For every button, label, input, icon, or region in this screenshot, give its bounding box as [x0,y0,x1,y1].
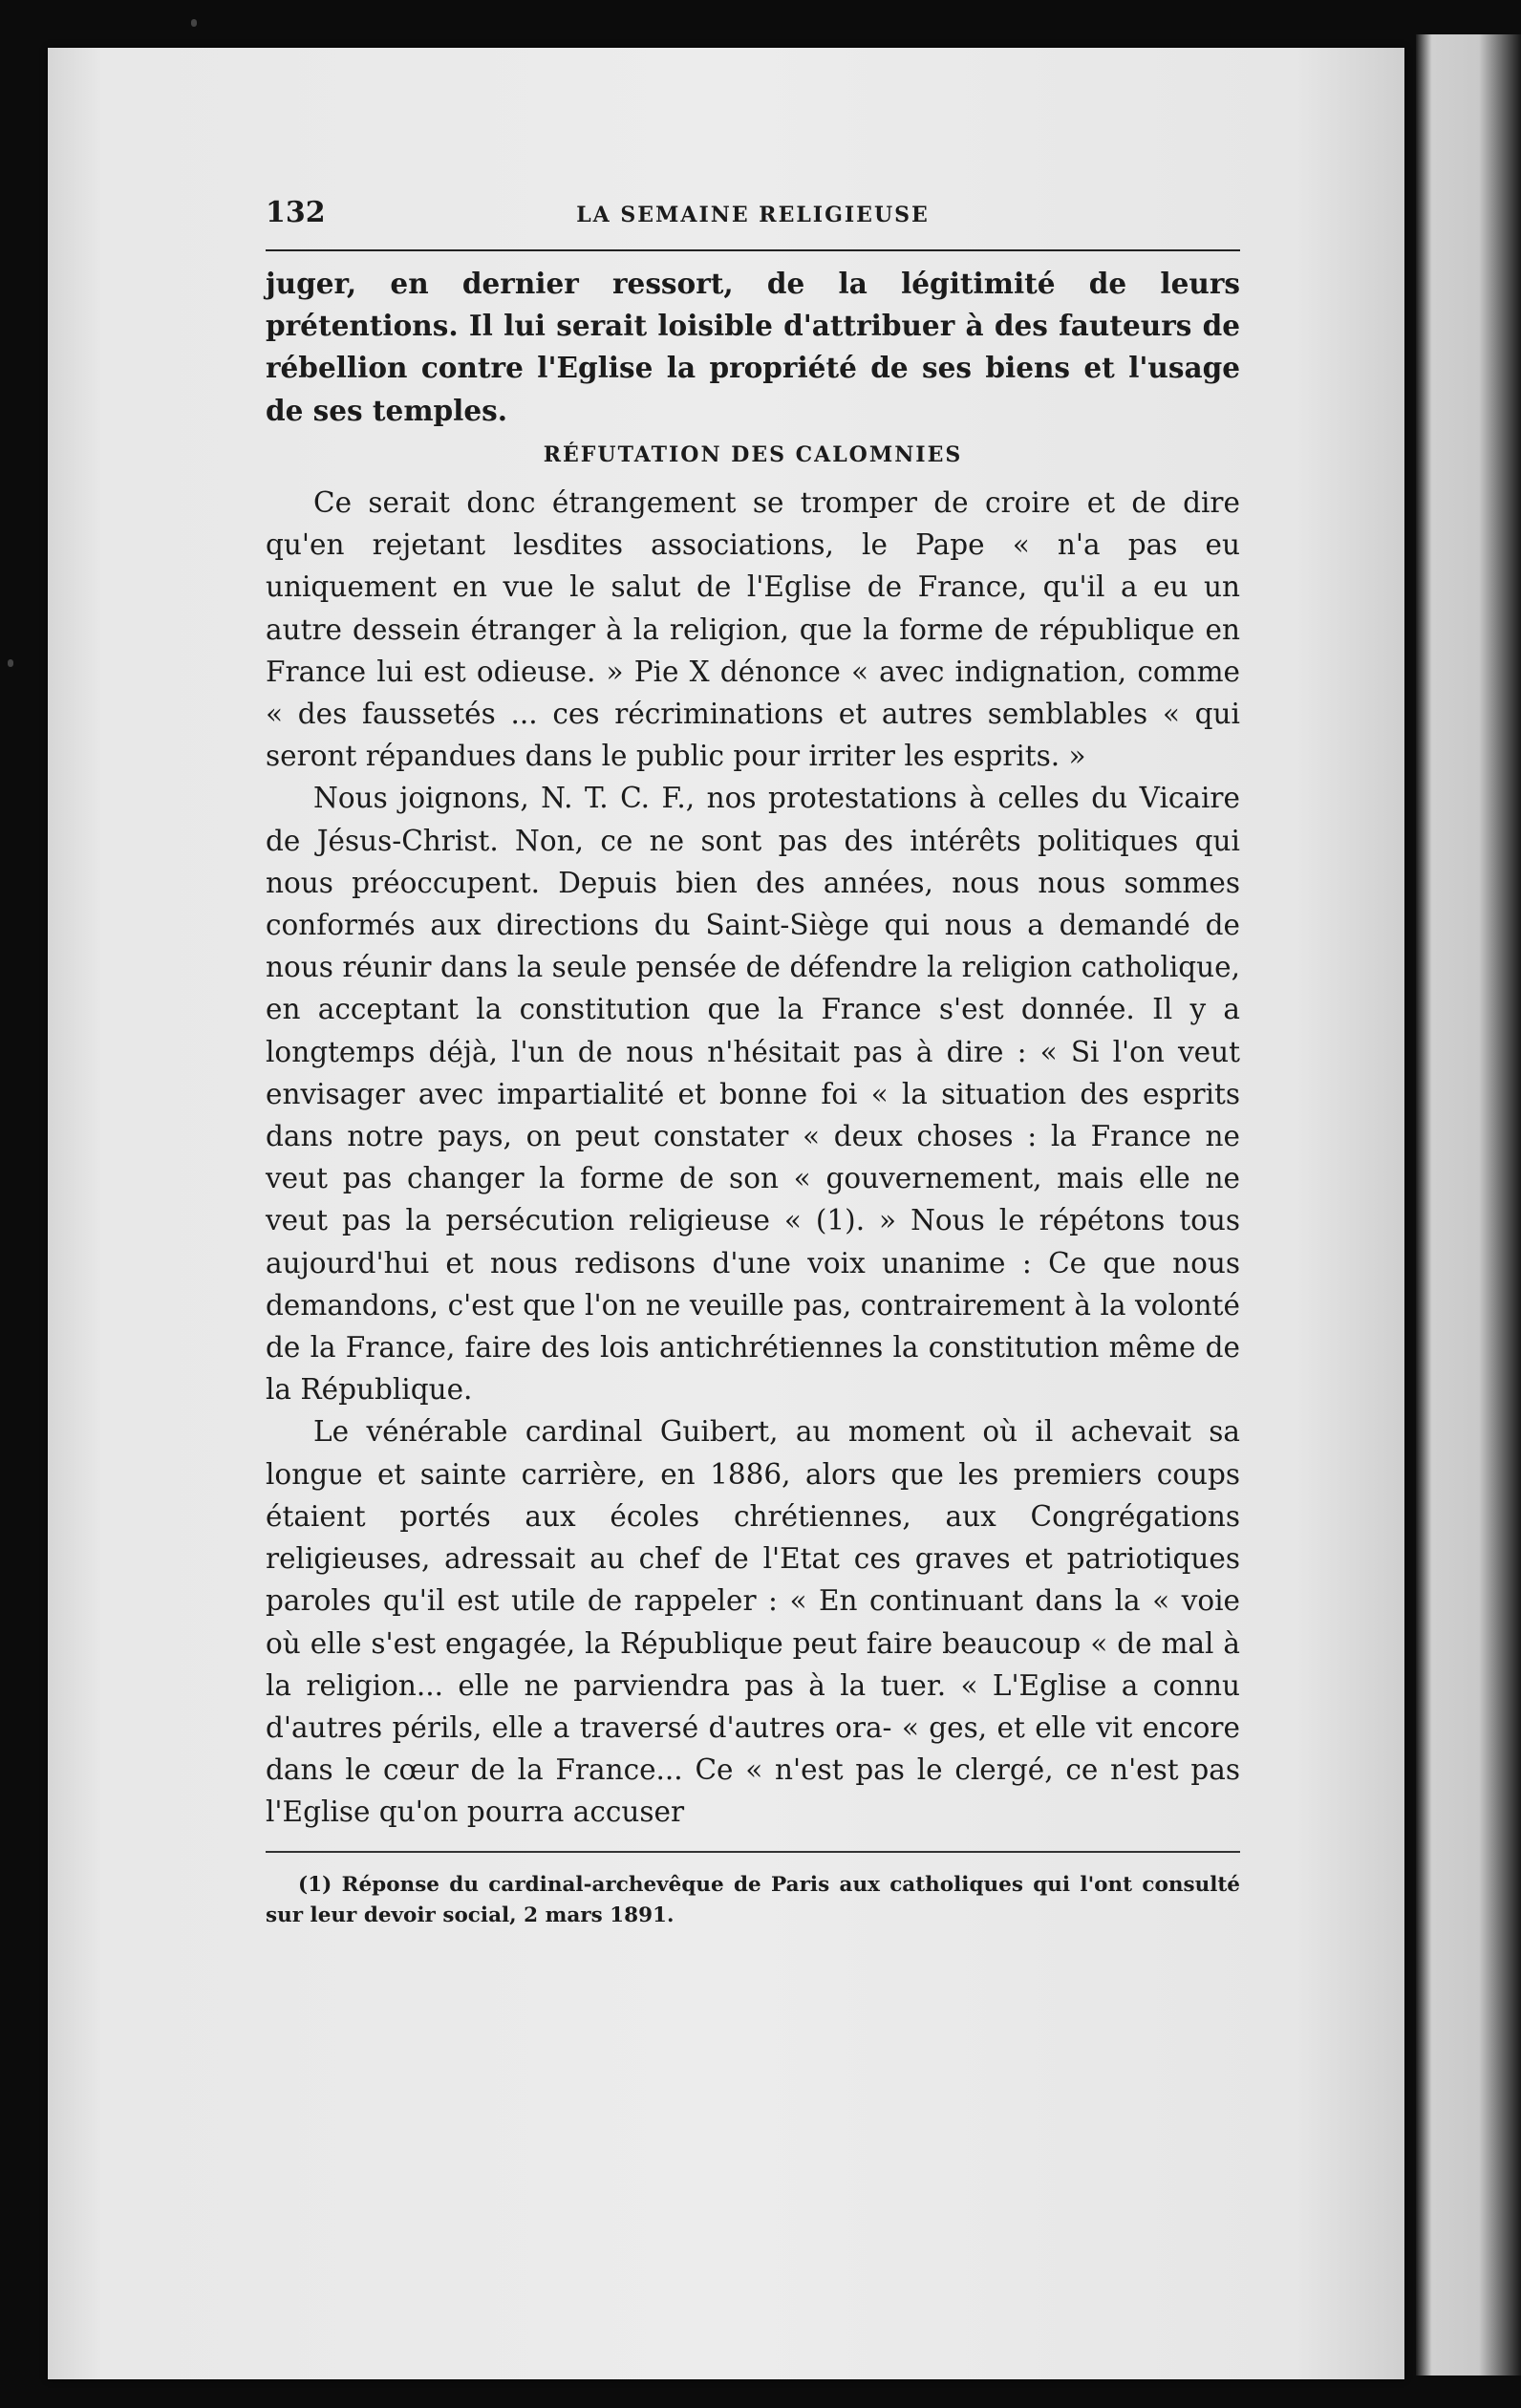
paragraph-2: Ce serait donc étrangement se tromper de croire et de dire qu'en rejetant lesdites associations, le Pape « n'a pas eu uniquement en vue le salut de l'Eglise de France, qu'il a eu un autre dessein étranger à la religion, que la forme de république en France lui est odieuse. » Pie X dénonce « avec indignation, comme « des faussetés ... ces récriminations et autres semblables « qui seront répandues dans le public pour irriter les esprits. » [266,486,1240,773]
running-title: LA SEMAINE RELIGIEUSE [576,203,930,227]
paragraph-3: Nous joignons, N. T. C. F., nos protestations à celles du Vicaire de Jésus-Christ. Non, ce ne sont pas des intérêts politiques qui nous préoccupent. Depuis bien des années, nous nous sommes conformés aux directions du Saint-Siège qui nous a demandé de nous réunir dans la seule pensée de défendre la religion catholique, en acceptant la constitution que la France s'est donnée. Il y a longtemps déjà, l'un de nous n'hésitait pas à dire : « Si l'on veut envisager avec impartialité et bonne foi « la situation des esprits dans notre pays, on peut constater « deux choses : la France ne veut pas changer la forme de son « gouvernement, mais elle ne veut pas la persécution religieuse « (1). » Nous le répétons tous aujourd'hui et nous redisons d'une voix unanime : Ce que nous demandons, c'est que l'on ne veuille pas, contrairement à la volonté de la France, faire des lois antichrétiennes la constitution même de la République. [266,782,1240,1407]
scan-speck [8,659,13,667]
footnote: (1) Réponse du cardinal-archevêque de Paris aux catholiques qui l'ont consulté sur leur devoir social, 2 mars 1891. [266,1872,1240,1927]
body-text [266,263,1240,1834]
paragraph-4: Le vénérable cardinal Guibert, au moment où il achevait sa longue et sainte carrière, en 1886, alors que les premiers coups étaient portés aux écoles chrétiennes, aux Congrégations religieuses, adressait au chef de l'Etat ces graves et patriotiques paroles qu'il est utile de rappeler : « En continuant dans la « voie où elle s'est engagée, la République peut faire beaucoup « de mal à la religion... elle ne parviendra pas à la tuer. « L'Eglise a connu d'autres périls, elle a traversé d'autres ora- « ges, et elle vit encore dans le cœur de la France... Ce « n'est pas le clergé, ce n'est pas l'Eglise qu'on pourra accuser [266,1415,1240,1829]
scan-speck [191,19,197,27]
page-content [266,196,1240,1951]
footnote-divider [266,1851,1240,1853]
page-number: 132 [266,196,326,229]
section-heading: RÉFUTATION DES CALOMNIES [543,441,963,467]
running-header [266,196,1240,251]
paragraph-1: juger, en dernier ressort, de la légitimité de leurs prétentions. Il lui serait loisible d'attribuer à des fauteurs de rébellion contre l'Eglise la propriété de ses biens et l'usage de ses temples. [266,267,1240,427]
adjacent-page-edge [1416,34,1521,2376]
